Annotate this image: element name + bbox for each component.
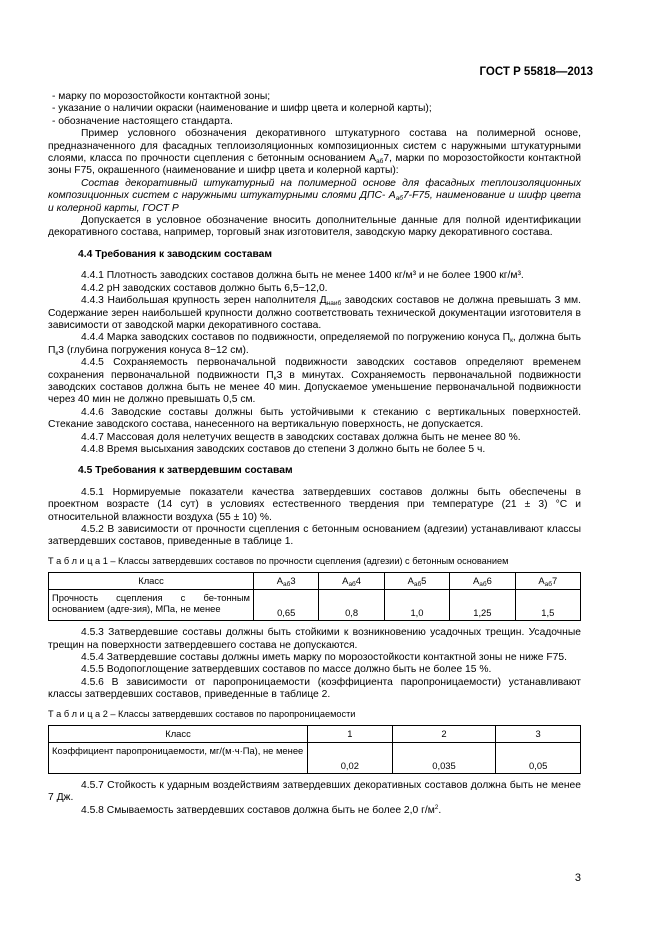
list-item: - марку по морозостойкости контактной зоны; bbox=[52, 91, 271, 102]
additional-note: Допускается в условное обозначение вносить дополнительные данные для полной идентификации декоративного состава, например, торговый знак изготовителя, заводскую марку декоративного состава. bbox=[48, 215, 581, 239]
clause-4-4-2: 4.4.2 pH заводских составов должно быть 6,5−12,0. bbox=[81, 282, 328, 294]
table-cell: 0,65 bbox=[254, 590, 319, 621]
document-code: ГОСТ Р 55818—2013 bbox=[479, 66, 593, 78]
page-content bbox=[48, 91, 581, 817]
clause-4-5-5: 4.5.5 Водопоглощение затвердевших составов по массе должно быть не более 15 %. bbox=[81, 664, 492, 676]
section-title-4-4: 4.4 Требования к заводским составам bbox=[78, 248, 273, 260]
table2-caption: Т а б л и ц а 2 – Классы затвердевших составов по паропроницаемости bbox=[48, 708, 356, 719]
clause-4-5-8: 4.5.8 Смываемость затвердевших составов должна быть не более 2,0 $г/м^2$. bbox=[81, 803, 442, 816]
clause-4-4-3: 4.4.3 Наибольшая крупность зерен наполнителя $Д_{наиб}$ заводских составов не должна превышать 3 мм. Содержание зерен наибольшей крупности должно соответствовать технической документации изготовителя в зависимости от заводской марки декоративного состава. bbox=[48, 295, 581, 331]
table-cell: 1,5 bbox=[515, 590, 580, 621]
clause-4-4-5: 4.4.5 Сохраняемость первоначальной подвижности заводских составов определяют временем сохранения первоначальной подвижности $П_к3$ в минутах. Сохраняемость первоначальной подвижности заводских составов должна быть не менее 40 мин. Допускаемое уменьшение первоначальной подвижности через 40 мин не должно превышать 0,5 см. bbox=[48, 357, 582, 406]
designation-example: Состав декоративный штукатурный на полимерной основе для фасадных теплоизоляционных композиционных систем с наружными штукатурными слоями ДПС- $А_{аб}7-F75$, наименование и шифр цвета и колерной карты, ГОСТ Р bbox=[48, 177, 581, 214]
clause-4-4-4: 4.4.4 Марка заводских составов по подвижности, определяемой по погружению конуса $П_к$, должна быть $П_к3$ (глубина погружения конуса 8−12 см). bbox=[48, 332, 582, 357]
table-header-row bbox=[49, 573, 581, 590]
table-cell: 0,8 bbox=[319, 590, 384, 621]
table-row bbox=[49, 590, 581, 621]
table-cell: 0,05 bbox=[496, 743, 581, 774]
example-paragraph: Пример условного обозначения декоративного штукатурного состава на полимерной основе, предназначенного для фасадных теплоизоляционных композиционных систем с наружными штукатурными слоями, класса по прочности сцепления с бетонным основанием $А_{аб}7$, марки по морозостойкости контактной зоны F75, окрашенного (наименование и шифр цвета и колерной карты): bbox=[48, 128, 581, 177]
table-cell: 0,035 bbox=[392, 743, 496, 774]
clause-4-4-1: 4.4.1 Плотность заводских составов должна быть не менее 1400 кг/м³ и не более 1900 кг/м³. bbox=[81, 270, 524, 282]
list-item: - указание о наличии окраски (наименование и шифр цвета и колерной карты); bbox=[52, 103, 432, 115]
page-number: 3 bbox=[574, 872, 581, 884]
table-header-cell: 3 bbox=[496, 726, 581, 743]
table-header-row bbox=[49, 726, 581, 743]
table-header-cell: $А_{аб}6$ bbox=[450, 573, 515, 590]
table-header-cell: 2 bbox=[392, 726, 496, 743]
table-cell: 1,25 bbox=[450, 590, 515, 621]
clause-4-5-3: 4.5.3 Затвердевшие составы должны быть стойкими к возникновению усадочных трещин. Усадочные трещин на поверхности затвердевшего состава не допускаются. bbox=[48, 627, 581, 651]
table1 bbox=[48, 572, 581, 621]
table-cell: 1,0 bbox=[384, 590, 449, 621]
table1-caption: Т а б л и ц а 1 – Классы затвердевших составов по прочности сцепления (адгезии) с бетонным основанием bbox=[48, 555, 509, 566]
clause-4-4-7: 4.4.7 Массовая доля нелетучих веществ в заводских составах должна быть не менее 80 %. bbox=[81, 431, 521, 443]
table-header-cell: $А_{аб}4$ bbox=[319, 573, 384, 590]
table-row-label: Прочность сцепления с бе-тонным основанием (адге-зия), МПа, не менее bbox=[49, 590, 254, 621]
list-item: - обозначение настоящего стандарта. bbox=[52, 115, 233, 127]
section-title-4-5: 4.5 Требования к затвердевшим составам bbox=[78, 465, 293, 477]
clause-4-4-6: 4.4.6 Заводские составы должны быть устойчивыми к стеканию с вертикальных поверхностей. Стекание заводского состава, нанесенного на вертикальную поверхность, не допускается. bbox=[48, 406, 581, 431]
table-row-label: Коэффициент паропроницаемости, мг/(м·ч·Па), не менее bbox=[49, 743, 308, 774]
table-header-cell: Класс bbox=[49, 726, 308, 743]
table-cell: 0,02 bbox=[308, 743, 393, 774]
clause-4-5-1: 4.5.1 Нормируемые показатели качества затвердевших составов должны быть обеспечены в проектном возрасте (14 сут) в условиях естественного твердения при температуре (21 ± 3) °С и относительной влажности воздуха (55 ± 10) %. bbox=[48, 486, 581, 523]
table-header-cell: 1 bbox=[308, 726, 393, 743]
table-header-cell: Класс bbox=[49, 573, 254, 590]
clause-4-5-2: 4.5.2 В зависимости от прочности сцепления с бетонным основанием (адгезии) устанавливают классы затвердевших составов, приведенные в таблице 1. bbox=[48, 524, 581, 548]
table2 bbox=[48, 725, 581, 774]
clause-4-5-7: 4.5.7 Стойкость к ударным воздействиям затвердевших декоративных составов должна быть не менее 7 Дж. bbox=[48, 780, 581, 804]
table-header-cell: $А_{аб}3$ bbox=[254, 573, 319, 590]
table-header-cell: $А_{аб}7$ bbox=[515, 573, 580, 590]
table-header-cell: $А_{аб}5$ bbox=[384, 573, 449, 590]
clause-4-5-4: 4.5.4 Затвердевшие составы должны иметь марку по морозостойкости контактной зоны не ниже F75. bbox=[81, 652, 567, 664]
clause-4-4-8: 4.4.8 Время высыхания заводских составов до степени 3 должно быть не более 5 ч. bbox=[81, 443, 486, 455]
clause-4-5-6: 4.5.6 В зависимости от паропроницаемости (коэффициента паропроницаемости) устанавливают классы затвердевших составов, приведенные в таблице 2. bbox=[48, 676, 581, 701]
table-row bbox=[49, 743, 581, 774]
